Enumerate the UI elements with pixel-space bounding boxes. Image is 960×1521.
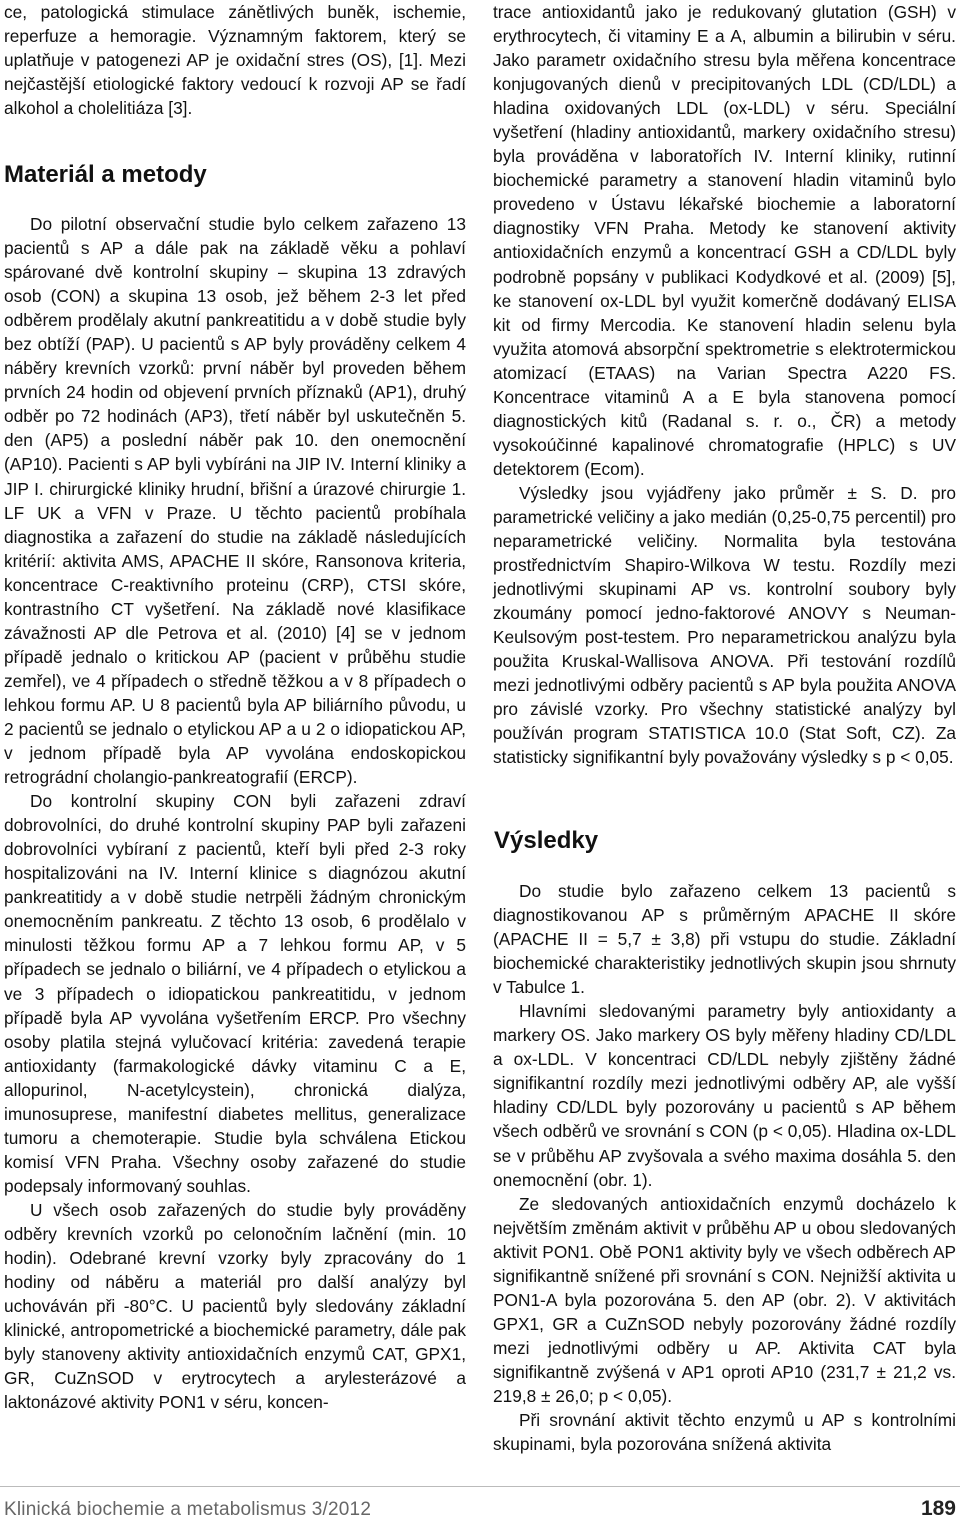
page-footer [0, 1486, 960, 1521]
right-column [493, 0, 956, 770]
statistics-paragraph: Výsledky jsou vyjádřeny jako průměr ± S. D. pro parametrické veličiny a jako medián (0,25-0,75 percentil) pro neparametrické veličiny. Normalita byla testována prostřednictvím Shapiro-Wilkova W testu. Rozdíly mezi jednotlivými skupinami AP vs. kontrolní soubory byly zkoumány pomocí jedno-faktorové ANOVY s Neuman-Keulsovým post-testem. Pro neparametrickou analýzu byla použita Kruskal-Wallisova ANOVA. Při testování rozdílů mezi jednotlivými odběry pacientů s AP byla použita ANOVA pro závislé vzorky. Pro všechny statistické analýzy byl používán program STATISTICA 10.0 (Stat Soft, CZ). Za statisticky signifikantní byly považovány výsledky s p < 0,05. [493, 482, 956, 768]
left-column [4, 0, 466, 120]
results-paragraph-3: Ze sledovaných antioxidačních enzymů docházelo k největším změnám aktivit v průběhu AP u obou sledovaných aktivit PON1. Obě PON1 aktivity byly ve všech odběrech AP signifikantně snížené při srovnání s CON. Nejnižší aktivita u PON1-A byla pozorována 5. den AP (obr. 2). V aktivitách GPX1, GR a CuZnSOD nebyly pozorovány žádné rozdíly mezi jednotlivými odběry u AP. Aktivita CAT byla signifikantně zvýšená v AP1 oproti AP10 (231,7 ± 21,2 vs. 219,8 ± 26,0; p < 0,05). [493, 1193, 956, 1406]
section-heading-results: Výsledky [494, 827, 599, 854]
results-paragraph-4: Při srovnání aktivit těchto enzymů u AP s kontrolními skupinami, byla pozorována snížená aktivita [493, 1410, 956, 1455]
section-heading-materials-methods: Materiál a metody [4, 161, 207, 188]
methods-paragraph-3: U všech osob zařazených do studie byly prováděny odběry krevních vzorků po celonočním lačnění (min. 10 hodin). Odebrané krevní vzorky byly zpracovány do 1 hodiny od náběru a materiál pro další analýzy byl uchováván při -80°C. U pacientů byly sledovány základní klinické, antropometrické a biochemické parametry, dále pak byly stanoveny aktivity antioxidačních enzymů CAT, GPX1, GR, CuZnSOD v erytrocytech a arylesterázové a laktonázové aktivity PON1 v séru, koncen- [4, 1199, 466, 1413]
methods-paragraph-4: trace antioxidantů jako je redukovaný glutation (GSH) v erythrocytech, či vitaminy E a A, albumin a bilirubin v séru. Jako parametr oxidačního stresu byla měřena koncentrace konjugovaných dienů v precipitovaných LDL (CD/LDL) a hladina oxidovaných LDL (ox-LDL) v séru. Speciální vyšetření (hladiny antioxidantů, markery oxidačního stresu) byla prováděna v laboratořích IV. Interní kliniky, rutinní biochemické parametry a stanovení hladin vitaminů bylo provedeno v Ústavu lékařské biochemie a laboratorní diagnostiky VFN Praha. Metody ke stanovení aktivity antioxidačních enzymů a koncentrací GSH a CD/LDL byly podrobně popsány v publikaci Kodydkové et al. (2009) [5], ke stanovení ox-LDL byl využit komerčně dodávaný ELISA kit od firmy Mercodia. Ke stanovení hladin selenu byla využita atomová absorpční spektrometrie s elektrotermickou atomizací (ETAAS) na Varian Spectra A220 FS. Koncentrace vitaminů A a E byla stanovena pomocí diagnostických kitů (Radanal s. r. o., ČR) a metody vysokoúčinné kapalinové chromatografie (HPLC) s UV detektorem (Ecom). [493, 2, 956, 479]
page-number: 189 [920, 1497, 956, 1520]
journal-name: Klinická biochemie a metabolismus 3/2012 [4, 1499, 372, 1520]
results-paragraph-1: Do studie bylo zařazeno celkem 13 pacientů s diagnostikovanou AP s průměrným APACHE II skóre (APACHE II = 5,7 ± 3,8) při vstupu do studie. Základní biochemické charakteristiky jednotlivých skupin jsou shrnuty v Tabulce 1. [493, 881, 956, 998]
intro-paragraph: ce, patologická stimulace zánětlivých buněk, ischemie, reperfuze a hemoragie. Významným faktorem, který se uplatňuje v patogenezi AP je oxidační stres (OS), [1]. Mezi nejčastější etiologické faktory vedoucí k rozvoji AP se řadí alkohol a cholelitiáza [3]. [4, 2, 466, 119]
methods-paragraph-2: Do kontrolní skupiny CON byli zařazeni zdraví dobrovolníci, do druhé kontrolní skupiny PAP byli zařazeni dobrovolníci vybíraní z pacientů, kteří byli před 2-3 roky hospitalizováni na IV. Interní klinice s diagnózou akutní pankreatitidy a v době studie netrpěli žádným chronickým onemocněním pankreatu. Z těchto 13 osob, 6 prodělalo v minulosti těžkou formu AP a 7 lehkou formu AP, v 5 případech se jednalo o biliární, ve 4 případech o etylickou a ve 3 případech o idiopatickou pankreatitidu, v jednom případě byla AP vyvolána vyšetřením ERCP. Pro všechny osoby platila stejná vylučovací kritéria: zavedená terapie antioxidanty (farmakologické dávky vitaminu C a E, allopurinol, N-acetylcystein), chronická dialýza, imunosuprese, manifestní diabetes mellitus, generalizace tumoru a chemoterapie. Studie byla schválena Etickou komisí VFN Praha. Všechny osoby zařazené do studie podepsaly informovaný souhlas. [4, 791, 466, 1196]
results-body [493, 879, 956, 1456]
left-column-body [4, 212, 466, 1414]
methods-paragraph-1: Do pilotní observační studie bylo celkem zařazeno 13 pacientů s AP a dále pak na základě věku a pohlaví spárované dvě kontrolní skupiny – skupina 13 zdravých osob (CON) a skupina 13 osob, jež během 2-3 let před odběrem prodělaly akutní pankreatitidu a v době studie byly bez obtíží (PAP). U pacientů s AP byly prováděny celkem 4 náběry krevních vzorků: první náběr byl proveden během prvních 24 hodin od objevení prvních příznaků (AP1), druhý odběr po 72 hodinách (AP3), třetí náběr byl uskutečněn 5. den (AP5) a poslední náběr pak 10. den onemocnění (AP10). Pacienti s AP byli vybíráni na JIP IV. Interní kliniky a JIP I. chirurgické kliniky hrudní, břišní a úrazové chirurgie 1. LF UK a VFN v Praze. U těchto pacientů probíhala diagnostika a zařazení do studie na základě následujících kritérií: aktivita AMS, APACHE II skóre, Ransonova kriteria, koncentrace C-reaktivního proteinu (CRP), CTSI skóre, kontrastního CT vyšetření. Na základě nové klasifikace závažnosti AP dle Petrova et al. (2010) [4] se v jednom případě jednalo o kritickou AP (pacient v průběhu studie zemřel), ve 4 případech o středně těžkou a v 8 případech o lehkou formu AP. U 8 pacientů byla AP biliárního původu, u 2 pacientů se jednalo o etylickou AP a u 2 o idiopatickou AP, v jednom případě byla AP vyvolána endoskopickou retrográdní cholangio-pankreatografií (ERCP). [4, 214, 466, 788]
results-paragraph-2: Hlavními sledovanými parametry byly antioxidanty a markery OS. Jako markery OS byly měřeny hladiny CD/LDL a ox-LDL. V koncentraci CD/LDL nebyly zjištěny žádné signifikantní rozdíly mezi jednotlivými odběry AP, ale vyšší hladiny CD/LDL byly pozorovány u pacientů s AP během všech odběrů ve srovnání s CON (p < 0,05). Hladina ox-LDL se v průběhu AP zvyšovala a svého maxima dosáhla 5. den onemocnění (obr. 1). [493, 1001, 956, 1190]
